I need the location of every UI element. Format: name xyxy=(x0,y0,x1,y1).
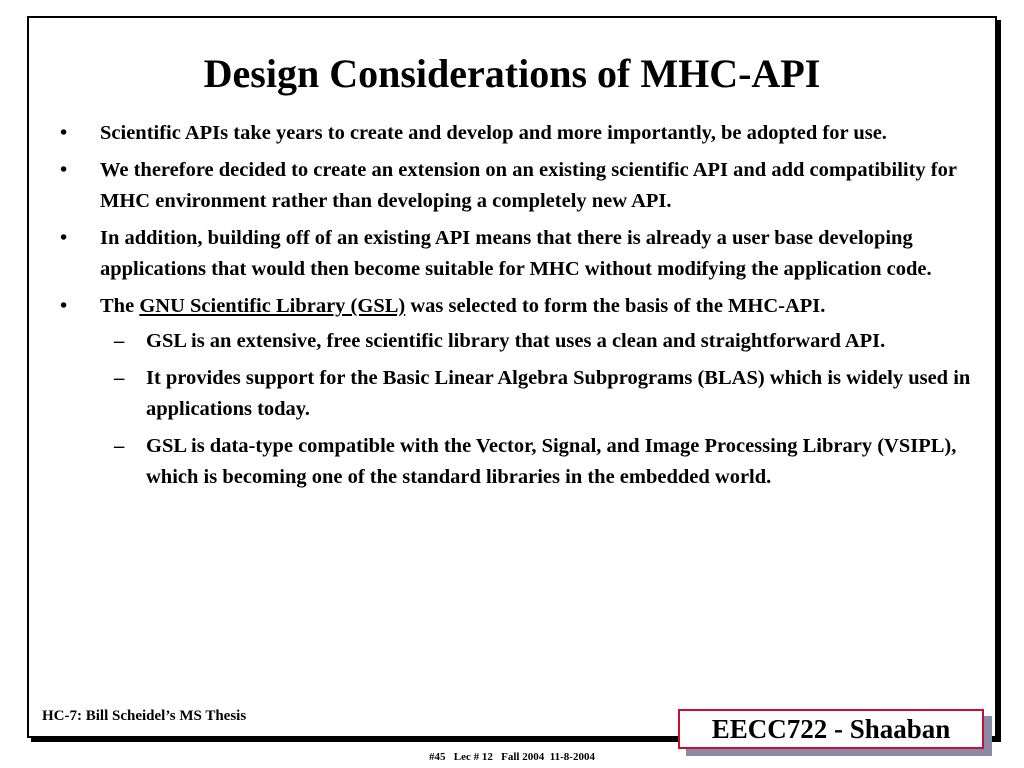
bullet-text: We therefore decided to create an extension on an existing scientific API and add compatibility for MHC environment rather than developing a completely new API. xyxy=(100,159,957,212)
sub-bullet-text: GSL is data-type compatible with the Vector, Signal, and Image Processing Library (VSIPL), which is becoming one of the standard libraries in the embedded world. xyxy=(146,435,957,488)
bullet-item xyxy=(60,223,975,285)
bullet-text: In addition, building off of an existing API means that there is already a user base developing applications that would then become suitable for MHC without modifying the application code. xyxy=(100,227,932,280)
sub-bullet-text: GSL is an extensive, free scientific library that uses a clean and straightforward API. xyxy=(146,330,886,352)
frame-shadow xyxy=(997,20,1001,742)
bullet-marker: • xyxy=(60,159,68,181)
sub-bullet-marker: – xyxy=(114,435,125,457)
sub-bullet-text: It provides support for the Basic Linear Algebra Subprograms (BLAS) which is widely used in applications today. xyxy=(146,367,971,420)
sub-bullet-list xyxy=(100,326,975,493)
footer-thesis-label: HC-7: Bill Scheidel’s MS Thesis xyxy=(42,708,247,724)
bullet-item xyxy=(60,155,975,217)
bullet-text-after: was selected to form the basis of the MHC-API. xyxy=(405,295,826,317)
bullet-marker: • xyxy=(60,122,68,144)
sub-bullet-marker: – xyxy=(114,367,125,389)
bullet-text-before: The xyxy=(100,295,140,317)
bullet-marker: • xyxy=(60,295,68,317)
sub-bullet-item xyxy=(100,431,975,493)
course-badge: EECC722 - Shaaban xyxy=(678,709,984,749)
bullet-text: Scientific APIs take years to create and develop and more importantly, be adopted for use. xyxy=(100,122,887,144)
bullet-marker: • xyxy=(60,227,68,249)
bullet-item xyxy=(60,118,975,149)
sub-bullet-item xyxy=(100,363,975,425)
gsl-link[interactable]: GNU Scientific Library (GSL) xyxy=(139,295,406,317)
bullet-item xyxy=(60,291,975,493)
bullet-list xyxy=(60,118,975,499)
slide-title: Design Considerations of MHC-API xyxy=(203,51,821,96)
sub-bullet-marker: – xyxy=(114,330,125,352)
sub-bullet-item xyxy=(100,326,975,357)
footer-slide-info: #45 Lec # 12 Fall 2004 11-8-2004 xyxy=(429,751,595,763)
